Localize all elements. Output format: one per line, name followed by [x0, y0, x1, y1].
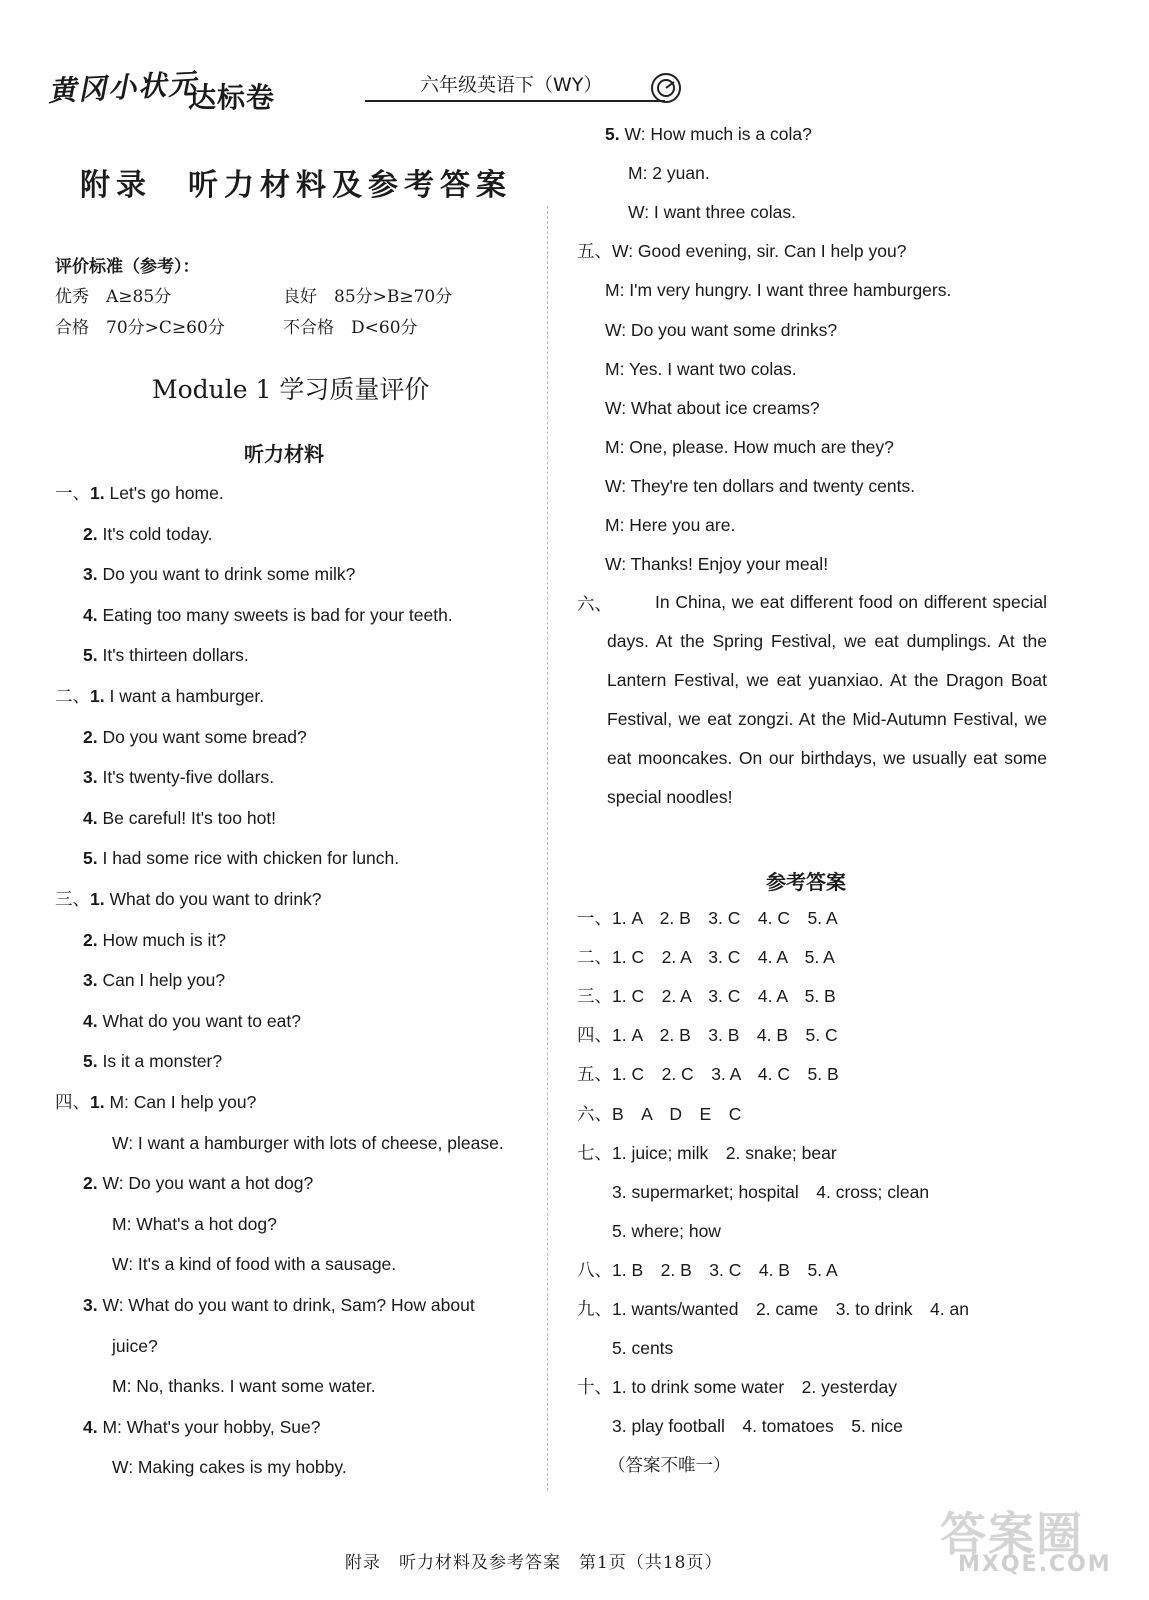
page-footer: 附录 听力材料及参考答案 第1页（共18页）: [345, 1553, 723, 1573]
listening-title: 听力材料: [244, 442, 324, 466]
listening-line: 4. Be careful! It's too hot!: [83, 807, 277, 828]
listening-line: W: It's a kind of food with a sausage.: [112, 1254, 397, 1275]
watermark-url: MXQE.COM: [958, 1552, 1112, 1577]
listening-line: 3. Do you want to drink some milk?: [83, 564, 356, 585]
answer-line: 5. cents: [577, 1338, 674, 1359]
criteria-pass: 合格 70分>C≥60分: [55, 318, 225, 338]
listening-line: 五、W: Good evening, sir. Can I help you?: [577, 241, 907, 262]
answer-line: 三、1. C 2. A 3. C 4. A 5. B: [577, 986, 836, 1007]
listening-line: W: What about ice creams?: [605, 397, 820, 418]
listening-line: 3. Can I help you?: [83, 970, 226, 991]
section6-paragraph: In China, we eat different food on different special days. At the Spring Festival, we eat dumplings. At the Lantern Festival, we eat yuanxiao. At the Dragon Boat Festival, we eat zongzi. At the Mid-Autumn Festival, we eat mooncakes. On our birthdays, we usually eat some special noodles!: [607, 592, 1047, 807]
listening-line: 一、1. Let's go home.: [55, 483, 224, 503]
listening-line: M: 2 yuan.: [628, 163, 710, 184]
answer-line: 四、1. A 2. B 3. B 4. B 5. C: [577, 1025, 838, 1046]
listening-line: W: I want three colas.: [628, 202, 796, 223]
brand-suffix: 达标卷: [188, 81, 276, 114]
listening-line: W: Making cakes is my hobby.: [112, 1457, 347, 1478]
book-title: 六年级英语下（WY）: [420, 74, 603, 96]
answer-line: 3. play football 4. tomatoes 5. nice: [577, 1416, 903, 1437]
listening-line: W: I want a hamburger with lots of cheese, please.: [112, 1132, 504, 1153]
listening-line: 2. Do you want some bread?: [83, 726, 307, 747]
header-rule: [365, 100, 665, 102]
module-title: Module 1 学习质量评价: [152, 375, 430, 404]
answer-line: 3. supermarket; hospital 4. cross; clean: [577, 1181, 930, 1202]
criteria-fail: 不合格 D<60分: [283, 318, 418, 338]
listening-line: M: Yes. I want two colas.: [605, 358, 797, 379]
answer-line: 九、1. wants/wanted 2. came 3. to drink 4. an: [577, 1299, 969, 1319]
listening-line: W: Thanks! Enjoy your meal!: [605, 554, 829, 575]
answers-title: 参考答案: [766, 870, 846, 894]
answer-line: 八、1. B 2. B 3. C 4. B 5. A: [577, 1259, 838, 1280]
listening-line: 4. M: What's your hobby, Sue?: [83, 1416, 321, 1437]
listening-line: 二、1. I want a hamburger.: [55, 686, 265, 706]
answer-line: 5. where; how: [577, 1220, 721, 1241]
listening-line: 3. W: What do you want to drink, Sam? How about: [83, 1295, 475, 1315]
listening-line: 3. It's twenty-five dollars.: [83, 767, 275, 788]
criteria-heading: 评价标准（参考）：: [55, 257, 200, 277]
listening-line: 4. Eating too many sweets is bad for your teeth.: [83, 604, 453, 625]
listening-line: 2. How much is it?: [83, 929, 226, 950]
listening-line: 2. It's cold today.: [83, 523, 213, 544]
answer-line: 五、1. C 2. C 3. A 4. C 5. B: [577, 1064, 839, 1085]
listening-line: juice?: [112, 1335, 158, 1356]
listening-line: W: Do you want some drinks?: [605, 319, 838, 340]
listening-line: 4. What do you want to eat?: [83, 1010, 301, 1031]
section6-prefix: 六、: [577, 594, 612, 614]
answer-line: 二、1. C 2. A 3. C 4. A 5. A: [577, 947, 835, 968]
listening-line: 三、1. What do you want to drink?: [55, 889, 322, 909]
listening-line: M: No, thanks. I want some water.: [112, 1376, 376, 1397]
criteria-excellent: 优秀 A≥85分: [55, 287, 172, 307]
listening-line: M: One, please. How much are they?: [605, 436, 894, 457]
answer-line: 一、1. A 2. B 3. C 4. C 5. A: [577, 908, 838, 928]
listening-line: 2. W: Do you want a hot dog?: [83, 1173, 314, 1194]
listening-line: 5. It's thirteen dollars.: [83, 645, 249, 666]
listening-line: M: I'm very hungry. I want three hamburgers.: [605, 280, 952, 301]
listening-line: M: What's a hot dog?: [112, 1213, 277, 1234]
listening-line: W: They're ten dollars and twenty cents.: [605, 475, 916, 496]
listening-line: 5. I had some rice with chicken for lunch.: [83, 848, 400, 869]
brand-logo: 黄冈小状元: [47, 67, 199, 108]
column-divider: [547, 206, 548, 1491]
watermark-logo: 答案圈: [940, 1507, 1084, 1561]
swirl-icon: [648, 70, 684, 106]
answer-line: 六、B A D E C: [577, 1103, 742, 1124]
listening-line: 四、1. M: Can I help you?: [55, 1092, 257, 1112]
page-title: 附录 听力材料及参考答案: [80, 168, 512, 203]
answer-line: （答案不唯一）: [608, 1455, 731, 1476]
listening-line: M: Here you are.: [605, 515, 736, 535]
listening-line: 5. Is it a monster?: [83, 1051, 223, 1072]
answer-line: 十、1. to drink some water 2. yesterday: [577, 1377, 897, 1398]
listening-line: 5. W: How much is a cola?: [605, 124, 812, 144]
answer-line: 七、1. juice; milk 2. snake; bear: [577, 1142, 837, 1163]
criteria-good: 良好 85分>B≥70分: [283, 287, 453, 307]
